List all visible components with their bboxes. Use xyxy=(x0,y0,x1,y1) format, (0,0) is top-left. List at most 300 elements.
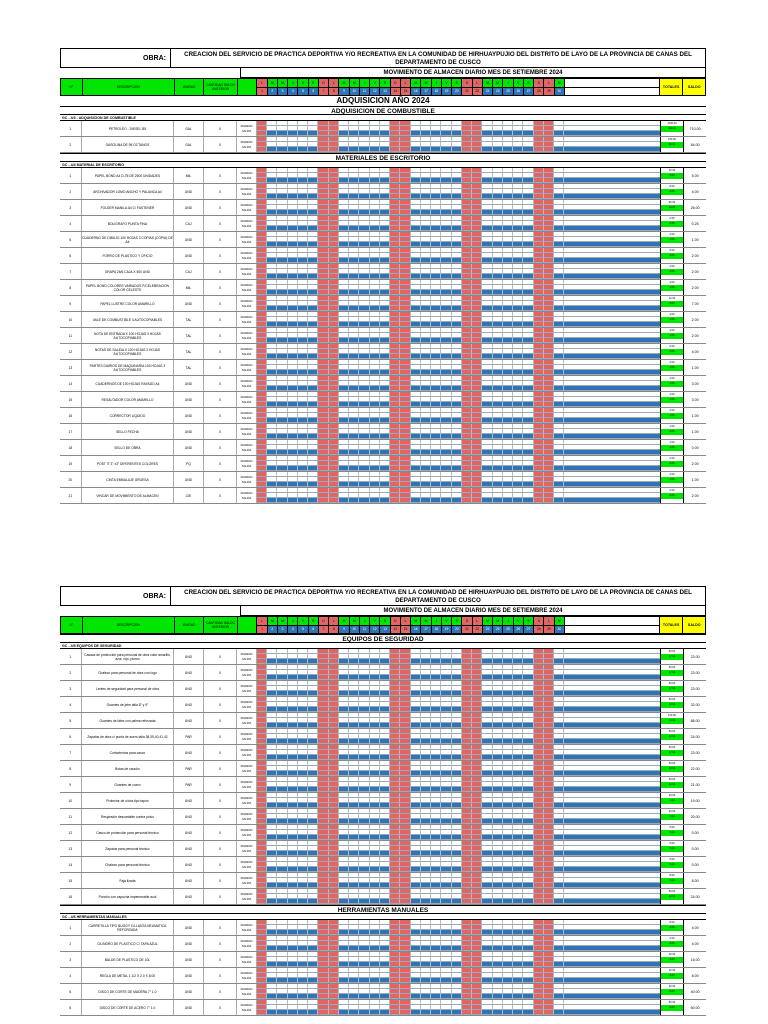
grid-cell xyxy=(513,142,523,146)
grid-cell xyxy=(421,237,431,241)
grid-cell xyxy=(441,354,451,358)
grid-cell xyxy=(359,402,369,406)
item-number: 21 xyxy=(60,488,82,503)
grid-cell xyxy=(482,675,492,679)
grid-cell xyxy=(472,723,482,727)
grid-cell xyxy=(400,925,410,929)
grid-cell xyxy=(503,290,513,294)
total-out: 27.00 xyxy=(661,654,684,659)
grid-cell xyxy=(544,440,554,444)
grid-cell xyxy=(359,317,369,321)
item-unit: TAL xyxy=(174,360,204,375)
grid-cell xyxy=(431,803,441,807)
grid-cell xyxy=(431,702,441,706)
grid-cell xyxy=(370,242,380,246)
grid-cell xyxy=(308,857,318,861)
item-unit: UND xyxy=(174,713,204,728)
grid-cell xyxy=(472,670,482,674)
grid-cell xyxy=(298,659,308,663)
grid-cell xyxy=(390,962,400,966)
grid-cell xyxy=(318,344,328,348)
grid-cell xyxy=(339,354,349,358)
grid-cell xyxy=(482,777,492,781)
grid-cell xyxy=(339,745,349,749)
grid-cell xyxy=(472,397,482,401)
table-row xyxy=(60,841,706,857)
item-previous-balance: 0 xyxy=(204,665,237,680)
grid-cell xyxy=(288,354,298,358)
day-cell: D xyxy=(319,79,329,87)
grid-cell xyxy=(277,665,287,669)
grid-cell xyxy=(544,681,554,685)
total-out: 0.00 xyxy=(661,878,684,883)
grid-cell xyxy=(318,301,328,305)
total-in: 5.00 xyxy=(669,858,675,861)
grid-cell xyxy=(431,873,441,877)
grid-cell xyxy=(421,989,431,993)
grid-cell xyxy=(441,322,451,326)
grid-cell xyxy=(288,867,298,871)
ingreso-label: INGRESO xyxy=(240,812,253,816)
grid-cell xyxy=(339,488,349,492)
grid-cell xyxy=(329,978,339,982)
grid-cell xyxy=(329,147,339,151)
grid-cell xyxy=(318,846,328,850)
grid-cell xyxy=(339,814,349,818)
grid-cell xyxy=(359,681,369,685)
grid-cell xyxy=(513,344,523,348)
grid-cell xyxy=(390,809,400,813)
grid-cell xyxy=(554,697,564,701)
item-previous-balance: 0 xyxy=(204,456,237,471)
grid-cell xyxy=(370,173,380,177)
grid-cell xyxy=(421,883,431,887)
day-cell: 22 xyxy=(473,88,483,96)
grid-cell xyxy=(544,862,554,866)
grid-cell xyxy=(482,344,492,348)
totals-cell xyxy=(661,697,685,712)
item-number: 19 xyxy=(60,456,82,471)
grid-cell xyxy=(534,121,544,125)
grid-cell xyxy=(411,930,421,934)
grid-cell xyxy=(359,360,369,364)
grid-cell xyxy=(329,707,339,711)
grid-cell xyxy=(482,883,492,887)
grid-cell xyxy=(329,867,339,871)
grid-cell xyxy=(370,322,380,326)
movement-type xyxy=(237,264,257,279)
grid-cell xyxy=(339,962,349,966)
grid-cell xyxy=(513,654,523,658)
grid-cell xyxy=(503,681,513,685)
grid-cell xyxy=(349,803,359,807)
movement-type xyxy=(237,649,257,664)
grid-cell xyxy=(452,1000,462,1004)
grid-cell xyxy=(267,835,277,839)
grid-cell xyxy=(277,258,287,262)
grid-cell xyxy=(441,253,451,257)
grid-cell xyxy=(482,408,492,412)
day-cell: 4 xyxy=(288,626,298,634)
grid-cell xyxy=(431,851,441,855)
grid-cell xyxy=(400,686,410,690)
grid-cell xyxy=(411,962,421,966)
grid-cell xyxy=(288,707,298,711)
title-row xyxy=(60,586,706,606)
item-unit: UND xyxy=(174,873,204,888)
grid-cell xyxy=(390,734,400,738)
salida-label: SALIDA xyxy=(242,176,252,180)
item-previous-balance: 0 xyxy=(204,392,237,407)
grid-cell xyxy=(503,978,513,982)
grid-cell xyxy=(400,755,410,759)
grid-cell xyxy=(318,445,328,449)
grid-cell xyxy=(359,659,369,663)
grid-cell xyxy=(493,168,503,172)
grid-cell xyxy=(544,408,554,412)
grid-cell xyxy=(349,456,359,460)
grid-cell xyxy=(452,360,462,364)
grid-cell xyxy=(298,718,308,722)
section-subheading: EQUIPOS DE SEGURIDAD xyxy=(60,634,706,643)
grid-cell xyxy=(257,936,267,940)
item-unit: UND xyxy=(174,841,204,856)
grid-cell xyxy=(462,402,472,406)
grid-cell xyxy=(277,702,287,706)
grid-cell xyxy=(359,178,369,182)
grid-cell xyxy=(452,434,462,438)
grid-cell xyxy=(421,878,431,882)
grid-cell xyxy=(523,957,533,961)
grid-cell xyxy=(544,793,554,797)
grid-cell xyxy=(472,413,482,417)
grid-cell xyxy=(462,835,472,839)
grid-cell xyxy=(370,697,380,701)
totals-cell xyxy=(661,408,685,423)
grid-cell xyxy=(411,739,421,743)
totals-cell xyxy=(661,984,685,999)
grid-cell xyxy=(431,269,441,273)
grid-cell xyxy=(472,189,482,193)
grid-cell xyxy=(298,434,308,438)
grid-cell xyxy=(411,461,421,465)
grid-cell xyxy=(390,846,400,850)
grid-cell xyxy=(472,857,482,861)
total-in: 150.00 xyxy=(668,138,676,141)
grid-cell xyxy=(493,697,503,701)
total-in: 4.00 xyxy=(669,937,675,940)
totals-cell xyxy=(661,777,685,792)
grid-cell xyxy=(288,697,298,701)
grid-cell xyxy=(267,670,277,674)
grid-cell xyxy=(308,777,318,781)
grid-cell xyxy=(390,946,400,950)
grid-cell xyxy=(359,328,369,332)
grid-cell xyxy=(277,456,287,460)
grid-cell xyxy=(298,121,308,125)
ingreso-label: INGRESO xyxy=(240,1003,253,1007)
totals-cell xyxy=(661,713,685,728)
grid-cell xyxy=(349,930,359,934)
item-balance: 2.00 xyxy=(691,461,699,466)
grid-cell xyxy=(370,493,380,497)
grid-cell xyxy=(390,349,400,353)
grid-cell xyxy=(370,258,380,262)
grid-cell xyxy=(349,434,359,438)
day-cell: V xyxy=(370,79,380,87)
grid-cell xyxy=(359,697,369,701)
grid-cell xyxy=(431,984,441,988)
grid-cell xyxy=(503,846,513,850)
grid-cell xyxy=(493,498,503,502)
grid-cell xyxy=(411,729,421,733)
grid-cell xyxy=(400,920,410,924)
grid-cell xyxy=(544,734,554,738)
grid-cell xyxy=(441,835,451,839)
grid-cell xyxy=(349,697,359,701)
item-unit: MIL xyxy=(174,280,204,295)
day-cell: D xyxy=(319,617,329,625)
grid-cell xyxy=(329,322,339,326)
grid-cell xyxy=(513,280,523,284)
grid-cell xyxy=(421,322,431,326)
grid-cell xyxy=(288,750,298,754)
movement-type xyxy=(237,137,257,152)
total-in: 10.00 xyxy=(668,969,676,972)
item-description: CILINDRO DE PLASTICO C/ TAPA AZUL xyxy=(82,936,175,951)
grid-cell xyxy=(472,221,482,225)
salida-label: SALIDA xyxy=(242,496,252,500)
grid-cell xyxy=(411,994,421,998)
grid-cell xyxy=(503,973,513,977)
grid-cell xyxy=(421,200,431,204)
grid-cell xyxy=(534,248,544,252)
day-cell: V xyxy=(298,617,308,625)
grid-cell xyxy=(411,777,421,781)
grid-cell xyxy=(421,466,431,470)
total-in: 12.00 xyxy=(668,297,676,300)
grid-cell xyxy=(380,739,390,743)
total-in: 50.00 xyxy=(668,682,676,685)
grid-cell xyxy=(288,819,298,823)
grid-cell xyxy=(544,936,554,940)
grid-cell xyxy=(493,248,503,252)
grid-cell xyxy=(421,745,431,749)
grid-cell xyxy=(421,707,431,711)
grid-cell xyxy=(421,274,431,278)
grid-cell xyxy=(339,873,349,877)
grid-cell xyxy=(400,338,410,342)
grid-cell xyxy=(257,857,267,861)
grid-cell xyxy=(513,424,523,428)
grid-cell xyxy=(277,296,287,300)
grid-cell xyxy=(441,402,451,406)
grid-cell xyxy=(452,846,462,850)
grid-cell xyxy=(503,984,513,988)
item-number: 13 xyxy=(60,841,82,856)
grid-cell xyxy=(257,440,267,444)
grid-cell xyxy=(318,946,328,950)
grid-cell xyxy=(452,450,462,454)
grid-cell xyxy=(513,147,523,151)
grid-cell xyxy=(534,210,544,214)
day-cell: 21 xyxy=(462,88,472,96)
grid-cell xyxy=(554,237,564,241)
grid-cell xyxy=(452,312,462,316)
grid-cell xyxy=(431,739,441,743)
grid-cell xyxy=(534,973,544,977)
grid-cell xyxy=(380,392,390,396)
grid-cell xyxy=(421,830,431,834)
item-previous-balance: 0 xyxy=(204,857,237,872)
grid-cell xyxy=(359,126,369,130)
grid-cell xyxy=(452,814,462,818)
grid-cell xyxy=(503,723,513,727)
grid-cell xyxy=(441,131,451,135)
grid-cell xyxy=(308,846,318,850)
grid-cell xyxy=(298,787,308,791)
grid-cell xyxy=(472,386,482,390)
grid-cell xyxy=(441,493,451,497)
grid-cell xyxy=(534,649,544,653)
grid-cell xyxy=(431,477,441,481)
salida-label: SALIDA xyxy=(242,384,252,388)
grid-cell xyxy=(359,729,369,733)
grid-cell xyxy=(411,472,421,476)
grid-cell xyxy=(452,189,462,193)
grid-cell xyxy=(411,984,421,988)
grid-cell xyxy=(288,787,298,791)
total-in: 5.00 xyxy=(669,842,675,845)
header-unit: UNIDAD xyxy=(175,79,204,95)
daily-grid xyxy=(257,857,661,872)
grid-cell xyxy=(513,178,523,182)
grid-cell xyxy=(329,200,339,204)
grid-cell xyxy=(513,841,523,845)
grid-cell xyxy=(318,482,328,486)
item-description: Guantes de cuero xyxy=(82,777,175,792)
grid-cell xyxy=(523,793,533,797)
grid-cell xyxy=(554,846,564,850)
grid-cell xyxy=(349,830,359,834)
grid-cell xyxy=(523,989,533,993)
grid-cell xyxy=(257,477,267,481)
grid-cell xyxy=(503,306,513,310)
grid-cell xyxy=(257,803,267,807)
grid-cell xyxy=(277,873,287,877)
grid-cell xyxy=(493,920,503,924)
grid-cell xyxy=(513,798,523,802)
day-cell: 13 xyxy=(380,626,390,634)
grid-cell xyxy=(493,365,503,369)
grid-cell xyxy=(523,803,533,807)
grid-cell xyxy=(380,777,390,781)
grid-cell xyxy=(411,723,421,727)
grid-cell xyxy=(308,258,318,262)
grid-cell xyxy=(411,121,421,125)
item-description: FOLDER MANILA A4 C/ FASTENER xyxy=(82,200,175,215)
grid-cell xyxy=(277,889,287,893)
grid-cell xyxy=(462,131,472,135)
grid-cell xyxy=(267,734,277,738)
grid-cell xyxy=(329,670,339,674)
grid-cell xyxy=(329,1000,339,1004)
grid-cell xyxy=(534,184,544,188)
grid-cell xyxy=(513,168,523,172)
grid-cell xyxy=(329,659,339,663)
item-unit: PAR xyxy=(174,729,204,744)
grid-cell xyxy=(298,296,308,300)
grid-cell xyxy=(359,200,369,204)
grid-cell xyxy=(431,296,441,300)
table-row xyxy=(60,248,706,264)
grid-cell xyxy=(288,857,298,861)
grid-cell xyxy=(277,168,287,172)
grid-cell xyxy=(482,258,492,262)
grid-cell xyxy=(462,381,472,385)
item-description: SELLO DE OBRA xyxy=(82,440,175,455)
item-number: 4 xyxy=(60,697,82,712)
grid-cell xyxy=(288,851,298,855)
grid-cell xyxy=(431,402,441,406)
grid-cell xyxy=(534,216,544,220)
grid-cell xyxy=(390,739,400,743)
grid-cell xyxy=(441,755,451,759)
item-balance: 84.00 xyxy=(690,142,700,147)
grid-cell xyxy=(390,691,400,695)
grid-cell xyxy=(390,147,400,151)
grid-cell xyxy=(308,168,318,172)
grid-cell xyxy=(359,376,369,380)
item-number: 15 xyxy=(60,392,82,407)
total-in: 50.00 xyxy=(668,890,676,893)
grid-cell xyxy=(359,793,369,797)
grid-cell xyxy=(370,301,380,305)
grid-cell xyxy=(493,883,503,887)
grid-cell xyxy=(257,280,267,284)
grid-cell xyxy=(462,173,472,177)
grid-cell xyxy=(400,649,410,653)
grid-cell xyxy=(370,755,380,759)
grid-cell xyxy=(523,168,533,172)
grid-cell xyxy=(329,1010,339,1014)
day-cell: 12 xyxy=(370,626,380,634)
grid-cell xyxy=(370,306,380,310)
grid-cell xyxy=(493,649,503,653)
day-cell: 17 xyxy=(421,88,431,96)
grid-cell xyxy=(534,306,544,310)
grid-cell xyxy=(400,434,410,438)
grid-cell xyxy=(288,830,298,834)
grid-cell xyxy=(267,322,277,326)
grid-cell xyxy=(267,798,277,802)
section-heading: ADQUISICION AÑO 2024 xyxy=(336,96,430,105)
grid-cell xyxy=(534,392,544,396)
grid-cell xyxy=(288,445,298,449)
grid-cell xyxy=(493,137,503,141)
grid-cell xyxy=(267,857,277,861)
grid-cell xyxy=(390,835,400,839)
grid-cell xyxy=(503,665,513,669)
total-out: 14.00 xyxy=(661,718,684,723)
grid-cell xyxy=(318,707,328,711)
grid-cell xyxy=(534,472,544,476)
grid-cell xyxy=(257,841,267,845)
grid-cell xyxy=(298,189,308,193)
grid-cell xyxy=(441,397,451,401)
grid-cell xyxy=(359,878,369,882)
grid-cell xyxy=(544,178,554,182)
